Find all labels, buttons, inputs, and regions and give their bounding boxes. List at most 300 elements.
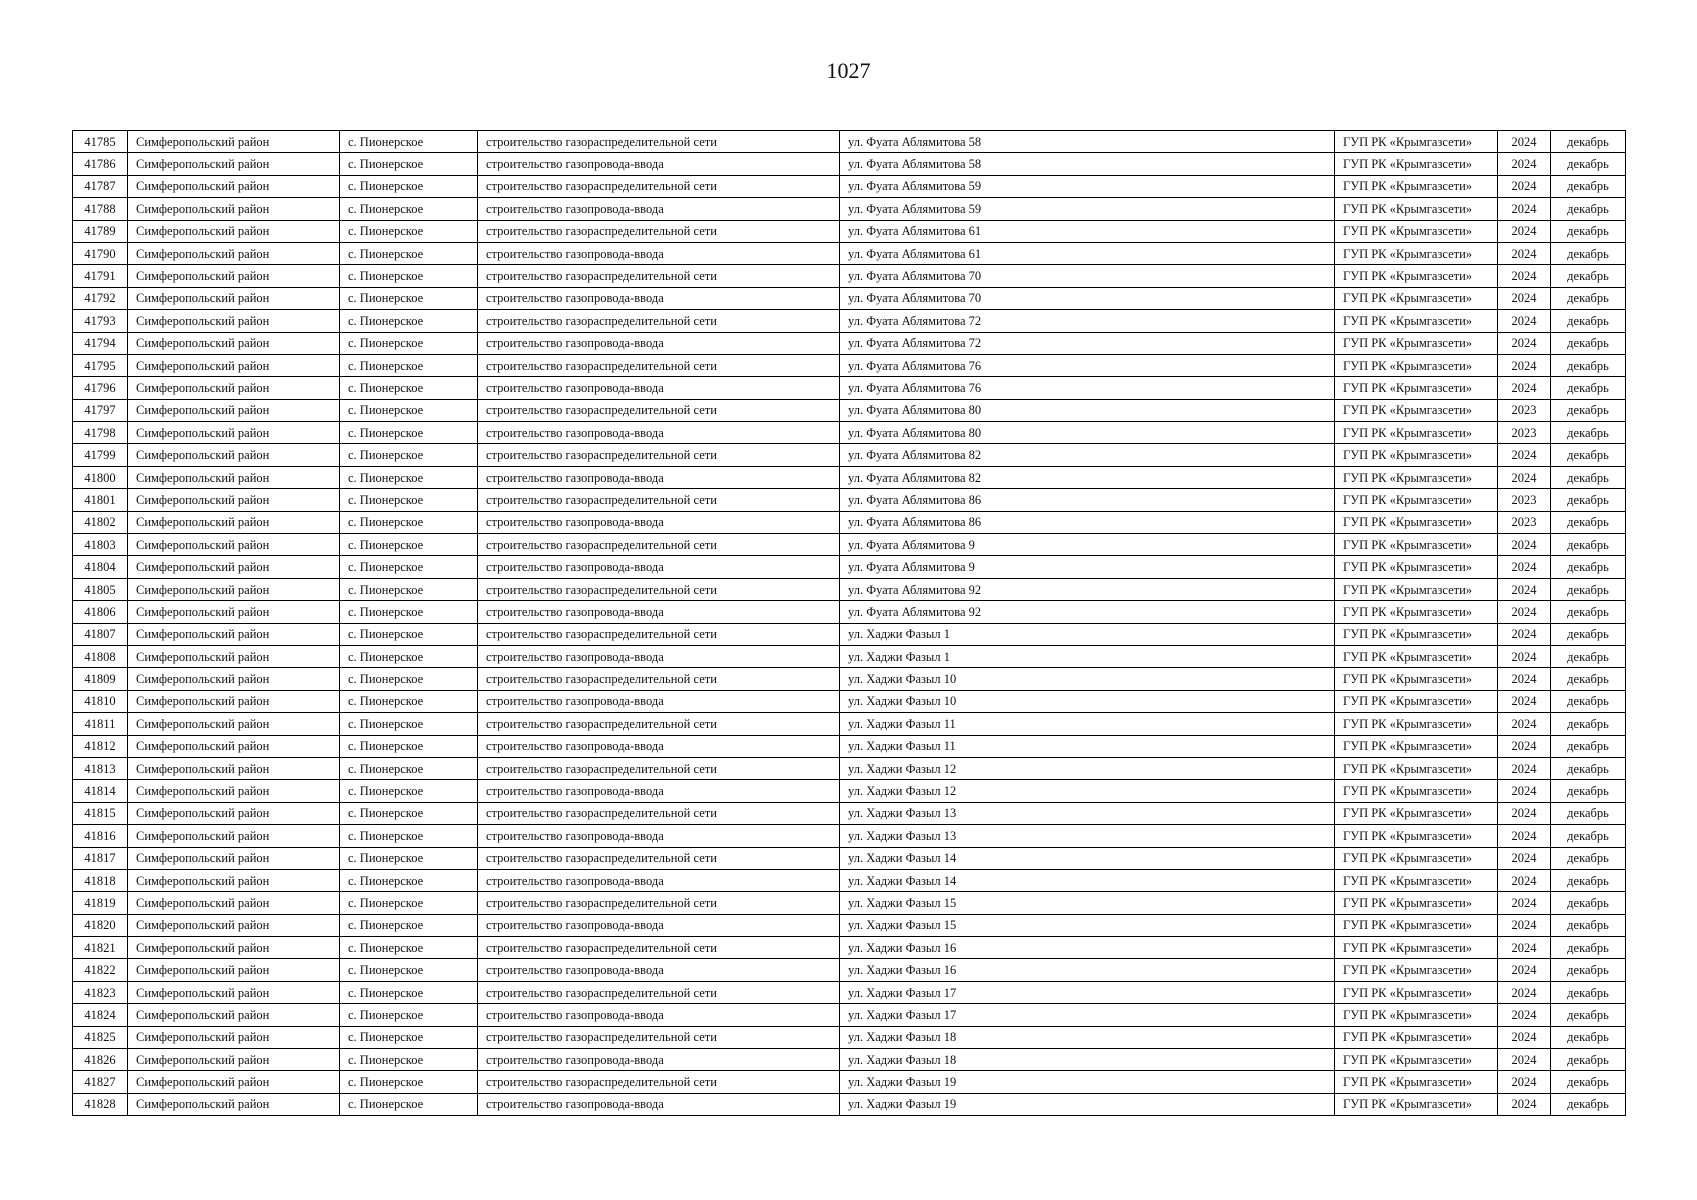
year-cell: 2024 [1498,198,1551,220]
year-cell: 2024 [1498,847,1551,869]
district-cell: Симферопольский район [128,668,340,690]
district-cell: Симферопольский район [128,377,340,399]
organization-cell: ГУП РК «Крымгазсети» [1335,131,1498,153]
year-cell: 2024 [1498,534,1551,556]
settlement-cell: с. Пионерское [340,332,478,354]
work-type-cell: строительство газопровода-ввода [478,422,840,444]
work-type-cell: строительство газопровода-ввода [478,780,840,802]
table-row [73,1071,1626,1093]
table-row [73,242,1626,264]
settlement-cell: с. Пионерское [340,668,478,690]
table-row [73,489,1626,511]
address-cell: ул. Хаджи Фазыл 12 [840,780,1335,802]
address-cell: ул. Фуата Аблямитова 59 [840,175,1335,197]
district-cell: Симферопольский район [128,422,340,444]
district-cell: Симферопольский район [128,713,340,735]
month-cell: декабрь [1551,489,1626,511]
table-body [73,131,1626,1116]
work-type-cell: строительство газопровода-ввода [478,377,840,399]
table-row [73,534,1626,556]
month-cell: декабрь [1551,265,1626,287]
table-row [73,690,1626,712]
settlement-cell: с. Пионерское [340,444,478,466]
year-cell: 2024 [1498,265,1551,287]
table-row [73,1026,1626,1048]
address-cell: ул. Хаджи Фазыл 13 [840,825,1335,847]
work-type-cell: строительство газопровода-ввода [478,242,840,264]
row-number-cell: 41793 [73,310,128,332]
row-number-cell: 41795 [73,354,128,376]
table-row [73,601,1626,623]
address-cell: ул. Фуата Аблямитова 86 [840,489,1335,511]
organization-cell: ГУП РК «Крымгазсети» [1335,220,1498,242]
year-cell: 2024 [1498,466,1551,488]
settlement-cell: с. Пионерское [340,422,478,444]
settlement-cell: с. Пионерское [340,757,478,779]
year-cell: 2024 [1498,802,1551,824]
address-cell: ул. Хаджи Фазыл 1 [840,645,1335,667]
table-row [73,645,1626,667]
work-type-cell: строительство газораспределительной сети [478,937,840,959]
month-cell: декабрь [1551,735,1626,757]
year-cell: 2024 [1498,1071,1551,1093]
year-cell: 2024 [1498,242,1551,264]
table-row [73,198,1626,220]
month-cell: декабрь [1551,175,1626,197]
organization-cell: ГУП РК «Крымгазсети» [1335,444,1498,466]
table-row [73,578,1626,600]
year-cell: 2024 [1498,1026,1551,1048]
district-cell: Симферопольский район [128,310,340,332]
settlement-cell: с. Пионерское [340,1049,478,1071]
year-cell: 2024 [1498,713,1551,735]
district-cell: Симферопольский район [128,847,340,869]
settlement-cell: с. Пионерское [340,354,478,376]
row-number-cell: 41825 [73,1026,128,1048]
month-cell: декабрь [1551,690,1626,712]
row-number-cell: 41785 [73,131,128,153]
settlement-cell: с. Пионерское [340,1026,478,1048]
district-cell: Симферопольский район [128,1004,340,1026]
month-cell: декабрь [1551,399,1626,421]
address-cell: ул. Фуата Аблямитова 61 [840,220,1335,242]
district-cell: Симферопольский район [128,690,340,712]
month-cell: декабрь [1551,578,1626,600]
row-number-cell: 41815 [73,802,128,824]
month-cell: декабрь [1551,354,1626,376]
work-type-cell: строительство газопровода-ввода [478,511,840,533]
district-cell: Симферопольский район [128,869,340,891]
table-row [73,265,1626,287]
district-cell: Симферопольский район [128,354,340,376]
district-cell: Симферопольский район [128,265,340,287]
year-cell: 2024 [1498,377,1551,399]
organization-cell: ГУП РК «Крымгазсети» [1335,1026,1498,1048]
row-number-cell: 41801 [73,489,128,511]
table-row [73,735,1626,757]
month-cell: декабрь [1551,937,1626,959]
settlement-cell: с. Пионерское [340,802,478,824]
organization-cell: ГУП РК «Крымгазсети» [1335,175,1498,197]
row-number-cell: 41802 [73,511,128,533]
row-number-cell: 41810 [73,690,128,712]
month-cell: декабрь [1551,153,1626,175]
work-type-cell: строительство газораспределительной сети [478,534,840,556]
work-type-cell: строительство газопровода-ввода [478,287,840,309]
table-row [73,623,1626,645]
organization-cell: ГУП РК «Крымгазсети» [1335,601,1498,623]
district-cell: Симферопольский район [128,198,340,220]
month-cell: декабрь [1551,242,1626,264]
work-type-cell: строительство газопровода-ввода [478,153,840,175]
address-cell: ул. Фуата Аблямитова 92 [840,578,1335,600]
month-cell: декабрь [1551,332,1626,354]
year-cell: 2024 [1498,220,1551,242]
organization-cell: ГУП РК «Крымгазсети» [1335,534,1498,556]
work-type-cell: строительство газораспределительной сети [478,444,840,466]
table-row [73,511,1626,533]
table-row [73,399,1626,421]
month-cell: декабрь [1551,892,1626,914]
settlement-cell: с. Пионерское [340,690,478,712]
district-cell: Симферопольский район [128,489,340,511]
organization-cell: ГУП РК «Крымгазсети» [1335,466,1498,488]
address-cell: ул. Фуата Аблямитова 72 [840,310,1335,332]
address-cell: ул. Фуата Аблямитова 58 [840,131,1335,153]
work-type-cell: строительство газораспределительной сети [478,175,840,197]
organization-cell: ГУП РК «Крымгазсети» [1335,869,1498,891]
address-cell: ул. Фуата Аблямитова 70 [840,287,1335,309]
organization-cell: ГУП РК «Крымгазсети» [1335,242,1498,264]
organization-cell: ГУП РК «Крымгазсети» [1335,489,1498,511]
organization-cell: ГУП РК «Крымгазсети» [1335,914,1498,936]
month-cell: декабрь [1551,466,1626,488]
row-number-cell: 41822 [73,959,128,981]
work-type-cell: строительство газопровода-ввода [478,466,840,488]
settlement-cell: с. Пионерское [340,220,478,242]
organization-cell: ГУП РК «Крымгазсети» [1335,578,1498,600]
month-cell: декабрь [1551,825,1626,847]
work-type-cell: строительство газораспределительной сети [478,131,840,153]
organization-cell: ГУП РК «Крымгазсети» [1335,422,1498,444]
district-cell: Симферопольский район [128,242,340,264]
year-cell: 2024 [1498,1004,1551,1026]
year-cell: 2024 [1498,757,1551,779]
work-type-cell: строительство газораспределительной сети [478,623,840,645]
district-cell: Симферопольский район [128,623,340,645]
district-cell: Симферопольский район [128,287,340,309]
district-cell: Симферопольский район [128,914,340,936]
organization-cell: ГУП РК «Крымгазсети» [1335,959,1498,981]
month-cell: декабрь [1551,959,1626,981]
year-cell: 2024 [1498,1093,1551,1115]
district-cell: Симферопольский район [128,175,340,197]
settlement-cell: с. Пионерское [340,310,478,332]
work-type-cell: строительство газораспределительной сети [478,802,840,824]
organization-cell: ГУП РК «Крымгазсети» [1335,153,1498,175]
settlement-cell: с. Пионерское [340,869,478,891]
settlement-cell: с. Пионерское [340,825,478,847]
table-row [73,175,1626,197]
year-cell: 2024 [1498,578,1551,600]
month-cell: декабрь [1551,131,1626,153]
address-cell: ул. Хаджи Фазыл 1 [840,623,1335,645]
organization-cell: ГУП РК «Крымгазсети» [1335,198,1498,220]
year-cell: 2024 [1498,892,1551,914]
row-number-cell: 41819 [73,892,128,914]
district-cell: Симферопольский район [128,937,340,959]
month-cell: декабрь [1551,802,1626,824]
settlement-cell: с. Пионерское [340,399,478,421]
organization-cell: ГУП РК «Крымгазсети» [1335,690,1498,712]
year-cell: 2024 [1498,735,1551,757]
settlement-cell: с. Пионерское [340,131,478,153]
work-type-cell: строительство газораспределительной сети [478,847,840,869]
organization-cell: ГУП РК «Крымгазсети» [1335,825,1498,847]
organization-cell: ГУП РК «Крымгазсети» [1335,623,1498,645]
settlement-cell: с. Пионерское [340,175,478,197]
district-cell: Симферопольский район [128,556,340,578]
organization-cell: ГУП РК «Крымгазсети» [1335,847,1498,869]
settlement-cell: с. Пионерское [340,198,478,220]
district-cell: Симферопольский район [128,959,340,981]
month-cell: декабрь [1551,869,1626,891]
table-row [73,1093,1626,1115]
table-row [73,959,1626,981]
table-row [73,825,1626,847]
district-cell: Симферопольский район [128,578,340,600]
settlement-cell: с. Пионерское [340,892,478,914]
year-cell: 2024 [1498,131,1551,153]
address-cell: ул. Фуата Аблямитова 70 [840,265,1335,287]
address-cell: ул. Хаджи Фазыл 17 [840,981,1335,1003]
address-cell: ул. Хаджи Фазыл 14 [840,869,1335,891]
organization-cell: ГУП РК «Крымгазсети» [1335,377,1498,399]
settlement-cell: с. Пионерское [340,466,478,488]
settlement-cell: с. Пионерское [340,914,478,936]
row-number-cell: 41812 [73,735,128,757]
address-cell: ул. Хаджи Фазыл 11 [840,735,1335,757]
work-type-cell: строительство газопровода-ввода [478,1004,840,1026]
district-cell: Симферопольский район [128,780,340,802]
table-row [73,757,1626,779]
address-cell: ул. Хаджи Фазыл 10 [840,668,1335,690]
address-cell: ул. Хаджи Фазыл 12 [840,757,1335,779]
page-number: 1027 [826,58,871,83]
year-cell: 2024 [1498,780,1551,802]
address-cell: ул. Фуата Аблямитова 86 [840,511,1335,533]
work-type-cell: строительство газораспределительной сети [478,310,840,332]
row-number-cell: 41817 [73,847,128,869]
row-number-cell: 41790 [73,242,128,264]
month-cell: декабрь [1551,1004,1626,1026]
address-cell: ул. Хаджи Фазыл 15 [840,892,1335,914]
row-number-cell: 41791 [73,265,128,287]
month-cell: декабрь [1551,623,1626,645]
row-number-cell: 41821 [73,937,128,959]
settlement-cell: с. Пионерское [340,847,478,869]
district-cell: Симферопольский район [128,511,340,533]
work-type-cell: строительство газопровода-ввода [478,869,840,891]
settlement-cell: с. Пионерское [340,735,478,757]
organization-cell: ГУП РК «Крымгазсети» [1335,757,1498,779]
table-row [73,466,1626,488]
row-number-cell: 41797 [73,399,128,421]
month-cell: декабрь [1551,601,1626,623]
row-number-cell: 41804 [73,556,128,578]
settlement-cell: с. Пионерское [340,1071,478,1093]
row-number-cell: 41788 [73,198,128,220]
organization-cell: ГУП РК «Крымгазсети» [1335,1049,1498,1071]
district-cell: Симферопольский район [128,735,340,757]
table-row [73,869,1626,891]
month-cell: декабрь [1551,847,1626,869]
district-cell: Симферопольский район [128,534,340,556]
organization-cell: ГУП РК «Крымгазсети» [1335,354,1498,376]
work-type-cell: строительство газораспределительной сети [478,757,840,779]
address-cell: ул. Хаджи Фазыл 17 [840,1004,1335,1026]
district-cell: Симферопольский район [128,981,340,1003]
row-number-cell: 41806 [73,601,128,623]
organization-cell: ГУП РК «Крымгазсети» [1335,1093,1498,1115]
work-type-cell: строительство газопровода-ввода [478,735,840,757]
district-cell: Симферопольский район [128,153,340,175]
settlement-cell: с. Пионерское [340,959,478,981]
table-row [73,937,1626,959]
settlement-cell: с. Пионерское [340,1004,478,1026]
table-row [73,1004,1626,1026]
district-cell: Симферопольский район [128,825,340,847]
table-row [73,780,1626,802]
month-cell: декабрь [1551,422,1626,444]
work-type-cell: строительство газораспределительной сети [478,981,840,1003]
month-cell: декабрь [1551,713,1626,735]
year-cell: 2024 [1498,310,1551,332]
address-cell: ул. Хаджи Фазыл 16 [840,937,1335,959]
row-number-cell: 41789 [73,220,128,242]
row-number-cell: 41808 [73,645,128,667]
month-cell: декабрь [1551,1026,1626,1048]
table-row [73,914,1626,936]
address-cell: ул. Хаджи Фазыл 14 [840,847,1335,869]
organization-cell: ГУП РК «Крымгазсети» [1335,981,1498,1003]
month-cell: декабрь [1551,220,1626,242]
organization-cell: ГУП РК «Крымгазсети» [1335,1004,1498,1026]
district-cell: Симферопольский район [128,1049,340,1071]
work-type-cell: строительство газопровода-ввода [478,198,840,220]
work-type-cell: строительство газопровода-ввода [478,914,840,936]
year-cell: 2024 [1498,869,1551,891]
address-cell: ул. Хаджи Фазыл 11 [840,713,1335,735]
settlement-cell: с. Пионерское [340,534,478,556]
organization-cell: ГУП РК «Крымгазсети» [1335,287,1498,309]
district-cell: Симферопольский район [128,1026,340,1048]
district-cell: Симферопольский район [128,1071,340,1093]
row-number-cell: 41794 [73,332,128,354]
address-cell: ул. Фуата Аблямитова 59 [840,198,1335,220]
organization-cell: ГУП РК «Крымгазсети» [1335,310,1498,332]
work-type-cell: строительство газораспределительной сети [478,399,840,421]
row-number-cell: 41828 [73,1093,128,1115]
settlement-cell: с. Пионерское [340,937,478,959]
settlement-cell: с. Пионерское [340,623,478,645]
table-row [73,153,1626,175]
table-row [73,354,1626,376]
organization-cell: ГУП РК «Крымгазсети» [1335,713,1498,735]
address-cell: ул. Фуата Аблямитова 9 [840,556,1335,578]
row-number-cell: 41813 [73,757,128,779]
organization-cell: ГУП РК «Крымгазсети» [1335,937,1498,959]
address-cell: ул. Хаджи Фазыл 19 [840,1093,1335,1115]
organization-cell: ГУП РК «Крымгазсети» [1335,265,1498,287]
district-cell: Симферопольский район [128,220,340,242]
address-cell: ул. Хаджи Фазыл 19 [840,1071,1335,1093]
address-cell: ул. Фуата Аблямитова 82 [840,466,1335,488]
month-cell: декабрь [1551,668,1626,690]
table-row [73,802,1626,824]
row-number-cell: 41798 [73,422,128,444]
month-cell: декабрь [1551,1093,1626,1115]
year-cell: 2024 [1498,959,1551,981]
district-cell: Симферопольский район [128,444,340,466]
address-cell: ул. Хаджи Фазыл 15 [840,914,1335,936]
settlement-cell: с. Пионерское [340,780,478,802]
table-row [73,422,1626,444]
year-cell: 2024 [1498,668,1551,690]
month-cell: декабрь [1551,645,1626,667]
address-cell: ул. Фуата Аблямитова 92 [840,601,1335,623]
month-cell: декабрь [1551,1071,1626,1093]
month-cell: декабрь [1551,444,1626,466]
row-number-cell: 41787 [73,175,128,197]
row-number-cell: 41805 [73,578,128,600]
work-type-cell: строительство газопровода-ввода [478,959,840,981]
settlement-cell: с. Пионерское [340,489,478,511]
year-cell: 2024 [1498,645,1551,667]
month-cell: декабрь [1551,511,1626,533]
organization-cell: ГУП РК «Крымгазсети» [1335,780,1498,802]
table-row [73,1049,1626,1071]
year-cell: 2023 [1498,489,1551,511]
work-type-cell: строительство газопровода-ввода [478,332,840,354]
year-cell: 2024 [1498,601,1551,623]
year-cell: 2024 [1498,981,1551,1003]
organization-cell: ГУП РК «Крымгазсети» [1335,892,1498,914]
work-type-cell: строительство газопровода-ввода [478,556,840,578]
month-cell: декабрь [1551,198,1626,220]
work-type-cell: строительство газопровода-ввода [478,601,840,623]
table-row [73,220,1626,242]
district-cell: Симферопольский район [128,892,340,914]
address-cell: ул. Хаджи Фазыл 13 [840,802,1335,824]
month-cell: декабрь [1551,757,1626,779]
month-cell: декабрь [1551,377,1626,399]
district-cell: Симферопольский район [128,802,340,824]
month-cell: декабрь [1551,534,1626,556]
settlement-cell: с. Пионерское [340,153,478,175]
work-type-cell: строительство газораспределительной сети [478,265,840,287]
year-cell: 2024 [1498,556,1551,578]
settlement-cell: с. Пионерское [340,601,478,623]
row-number-cell: 41786 [73,153,128,175]
address-cell: ул. Хаджи Фазыл 18 [840,1026,1335,1048]
settlement-cell: с. Пионерское [340,981,478,1003]
row-number-cell: 41799 [73,444,128,466]
year-cell: 2024 [1498,914,1551,936]
row-number-cell: 41818 [73,869,128,891]
table-row [73,892,1626,914]
settlement-cell: с. Пионерское [340,1093,478,1115]
